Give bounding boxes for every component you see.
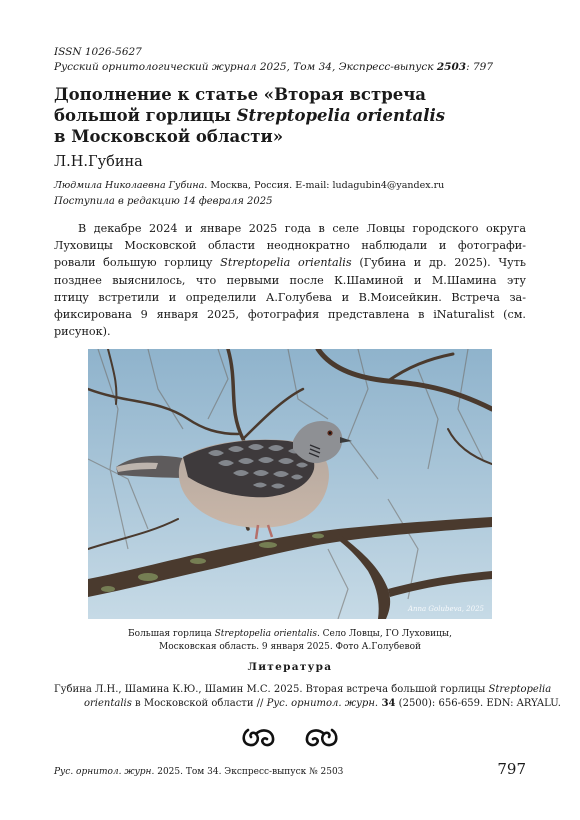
journal-citation: Русский орнитологический журнал 2025, Том 34, Экспресс-выпуск 2503: 797 (54, 61, 493, 73)
ornament-icon (240, 724, 340, 750)
issn: ISSN 1026-5627 (54, 46, 142, 58)
photo-watermark: Anna Golubeva, 2025 (407, 605, 484, 613)
bird-photo (88, 349, 492, 619)
page-number: 797 (497, 760, 526, 778)
received-date: Поступила в редакцию 14 февраля 2025 (54, 196, 273, 207)
footer-journal: Рус. орнитол. журн. 2025. Том 34. Экспресс-выпуск № 2503 (54, 767, 344, 777)
issue-number: 2503 (436, 61, 467, 73)
author-affiliation: Людмила Николаевна Губина. Москва, Россия. E-mail: ludagubin4@yandex.ru (54, 180, 445, 191)
dove-photo-illustration (88, 349, 492, 619)
body-paragraph: В декабре 2024 и январе 2025 года в селе Ловцы городского округа Луховицы Московской области неоднократно наблюдали и фотографи- ровали большую горлицу Streptopelia orientalis (Губина и др. 2025). Чуть позднее выяснилось, что первыми после К.Шаминой и М.Шамина эту птицу встретили и определили А.Голубева и В.Моисейкин. Встреча за- фиксирована 9 января 2025, фотография представлена в iNaturalist (см. рисунок). (54, 222, 526, 339)
reference-entry: Губина Л.Н., Шамина К.Ю., Шамин М.С. 2025. Вторая встреча большой горлицы Streptopelia orientalis в Московской области // Рус. орнитол. журн. 34 (2500): 656-659. EDN: ARYALU. (54, 684, 561, 709)
journal-header (54, 45, 524, 75)
article-title: Дополнение к статье «Вторая встреча большой горлицы Streptopelia orientalis в Московской области» (54, 85, 446, 146)
figure-caption: Большая горлица Streptopelia orientalis. Село Ловцы, ГО Луховицы, Московская область. 9 января 2025. Фото А.Голубевой (128, 629, 452, 652)
literature-heading: Литература (247, 661, 333, 673)
author-name: Л.Н.Губина (54, 154, 143, 170)
species-name: Streptopelia orientalis (236, 106, 446, 125)
